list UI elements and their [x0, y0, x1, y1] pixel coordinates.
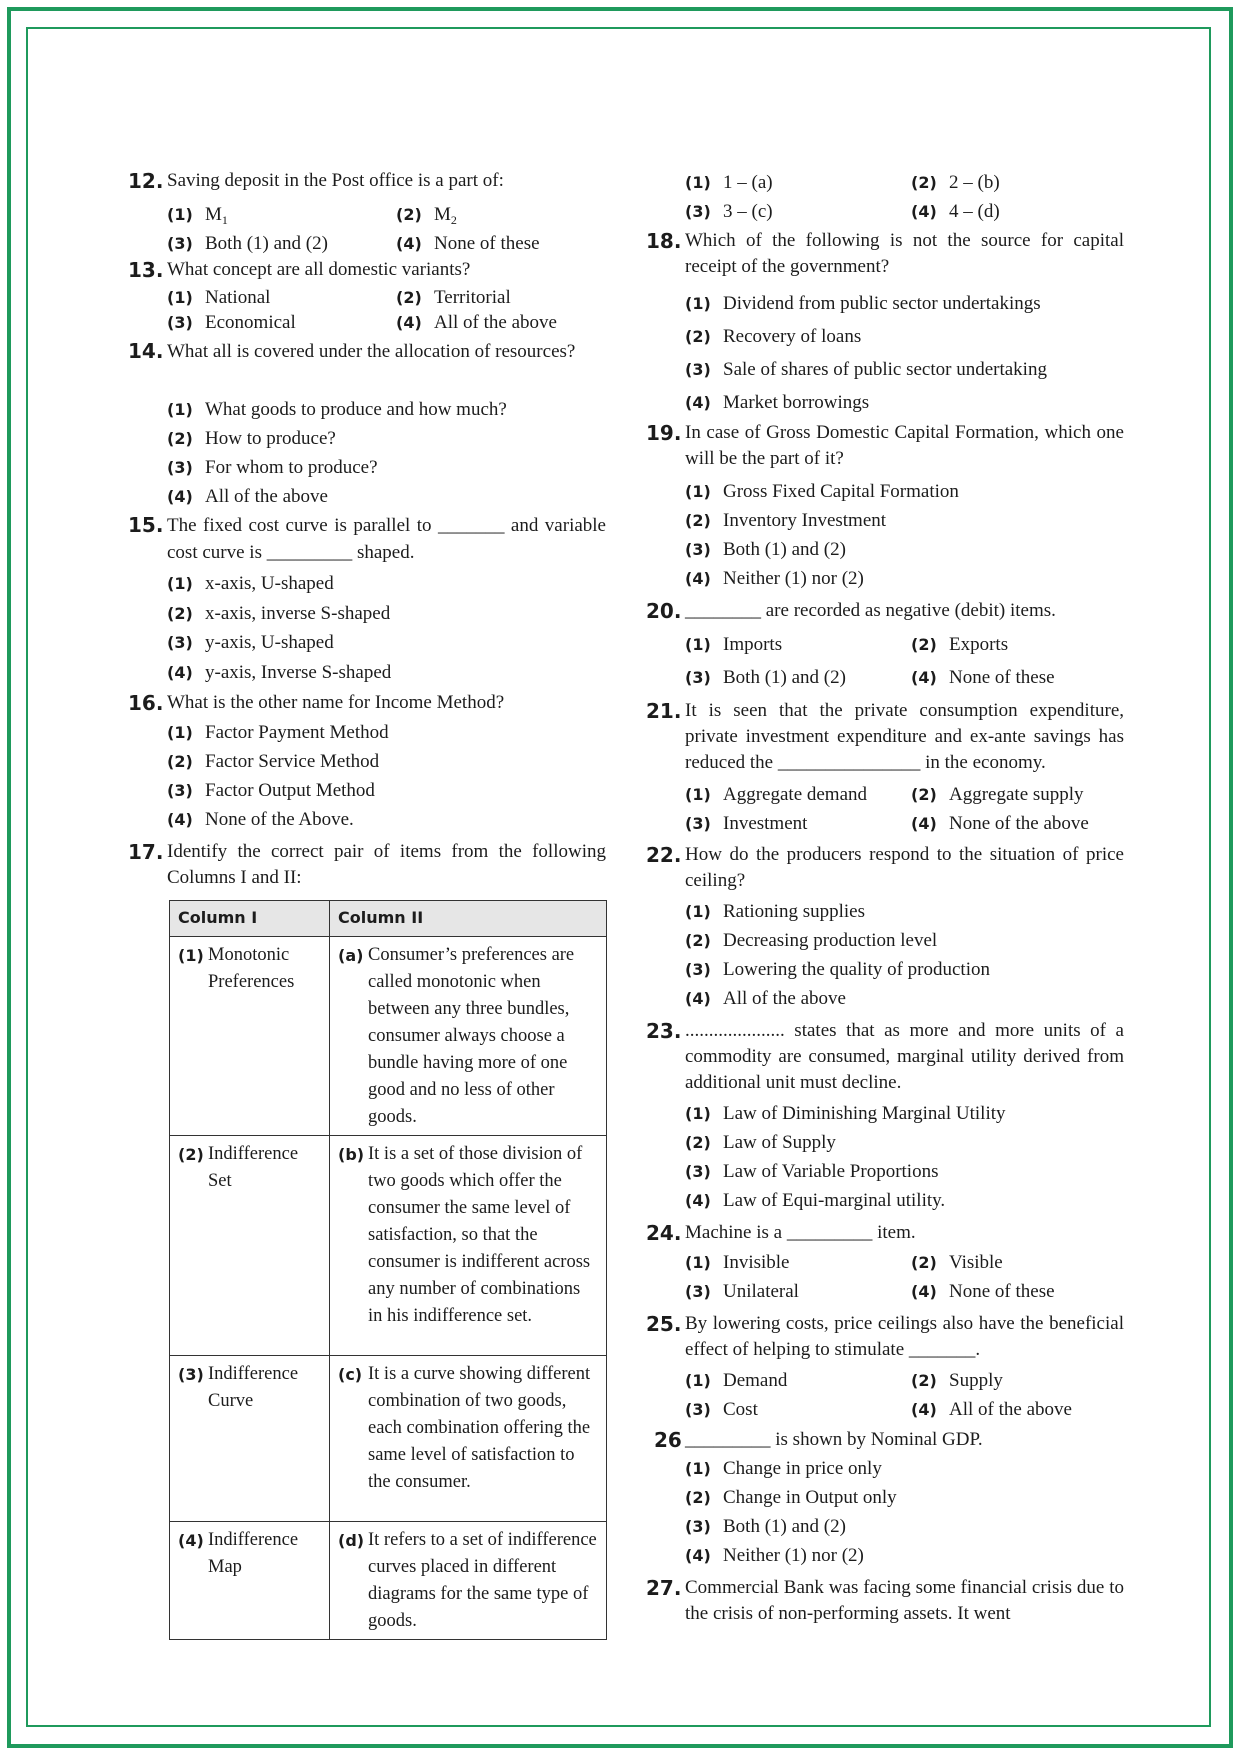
option: (3) 3 – (c)	[685, 201, 773, 222]
option: (1) Rationing supplies	[685, 901, 865, 922]
option: (3) Both (1) and (2)	[685, 1516, 846, 1537]
option: (3) Both (1) and (2)	[685, 667, 846, 688]
option: (3) y-axis, U-shaped	[167, 632, 334, 653]
option: (1) Law of Diminishing Marginal Utility	[685, 1103, 1006, 1124]
option: (4) Neither (1) nor (2)	[685, 568, 864, 589]
table-row: (2) Indifference Set (b) It is a set of those division of two goods which offer the consumer the same level of satisfaction, so that the consumer is indifferent across any number of combinations in his indifference set.	[170, 1136, 607, 1356]
table-header-row	[170, 901, 607, 937]
question-21: 21. It is seen that the private consumption expenditure, private investment expenditure and ex-ante savings has reduced the _______________ in the economy.	[646, 699, 1124, 773]
option: (1) Dividend from public sector undertakings	[685, 293, 1041, 314]
question-text: Saving deposit in the Post office is a part of:	[167, 170, 504, 191]
option: (4) y-axis, Inverse S-shaped	[167, 662, 392, 683]
option: (3) Cost	[685, 1399, 758, 1420]
option: (3) For whom to produce?	[167, 457, 378, 478]
option: (4) All of the above	[685, 988, 846, 1009]
option: (2) Decreasing production level	[685, 930, 938, 951]
option: (4) None of the above	[911, 813, 1089, 834]
option: (4) All of the above	[911, 1399, 1072, 1420]
column-header: Column II	[330, 901, 607, 937]
option: (4) Market borrowings	[685, 392, 870, 413]
option: (1) Demand	[685, 1370, 788, 1391]
option: (1) $M_1$	[167, 204, 228, 227]
option: (4) All of the above	[167, 486, 328, 507]
table-row: (1) Monotonic Preferences (a) Consumer’s preferences are called monotonic when between any three bundles, consumer always choose a bundle having more of one good and no less of other goods.	[170, 937, 607, 1136]
option: (4) None of the Above.	[167, 809, 354, 830]
question-26: 26 _________ is shown by Nominal GDP.	[654, 1428, 983, 1452]
question-16: 16. What is the other name for Income Method?	[128, 691, 505, 715]
option: (2) $M_2$	[396, 204, 457, 227]
match-table	[169, 900, 607, 1640]
option: (2) Inventory Investment	[685, 510, 887, 531]
option: (3) Sale of shares of public sector undertaking	[685, 359, 1047, 380]
question-19: 19. In case of Gross Domestic Capital Formation, which one will be the part of it?	[646, 421, 1124, 469]
option: (3) Law of Variable Proportions	[685, 1161, 939, 1182]
question-13: 13. What concept are all domestic variants?	[128, 258, 471, 282]
option: (4) Neither (1) nor (2)	[685, 1545, 864, 1566]
option: (2) Factor Service Method	[167, 751, 380, 772]
option: (1) National	[167, 287, 271, 308]
option: (3) Both (1) and (2)	[685, 539, 846, 560]
option: (2) 2 – (b)	[911, 172, 1000, 193]
table-row: (3) Indifference Curve (c) It is a curve showing different combination of two goods, each combination offering the same level of satisfaction to the consumer.	[170, 1356, 607, 1522]
option: (1) Invisible	[685, 1252, 790, 1273]
option: (2) Exports	[911, 634, 1009, 655]
option: (4) Law of Equi-marginal utility.	[685, 1190, 946, 1211]
question-17: 17. Identify the correct pair of items from the following Columns I and II:	[128, 840, 606, 888]
option: (1) x-axis, U-shaped	[167, 573, 334, 594]
question-number: 12.	[128, 169, 164, 193]
option: (1) Aggregate demand	[685, 784, 868, 805]
option: (2) Visible	[911, 1252, 1003, 1273]
option: (2) Aggregate supply	[911, 784, 1084, 805]
question-20: 20. ________ are recorded as negative (debit) items.	[646, 599, 1056, 623]
option: (1) 1 – (a)	[685, 172, 773, 193]
option: (1) Change in price only	[685, 1458, 882, 1479]
question-24: 24. Machine is a _________ item.	[646, 1221, 916, 1245]
question-22: 22. How do the producers respond to the situation of price ceiling?	[646, 843, 1124, 891]
question-12	[128, 168, 606, 194]
option: (1) Gross Fixed Capital Formation	[685, 481, 959, 502]
question-14: 14. What all is covered under the allocation of resources?	[128, 339, 576, 363]
option: (3) Economical	[167, 312, 296, 333]
question-15: 15. The fixed cost curve is parallel to _______ and variable cost curve is _________ shaped.	[128, 513, 606, 563]
option: (4) None of these	[396, 233, 540, 254]
option: (1) What goods to produce and how much?	[167, 399, 507, 420]
option: (2) Recovery of loans	[685, 326, 862, 347]
option: (2) Change in Output only	[685, 1487, 897, 1508]
option: (3) Lowering the quality of production	[685, 959, 990, 980]
option: (3) Factor Output Method	[167, 780, 375, 801]
option: (1) Factor Payment Method	[167, 722, 389, 743]
option: (3) Investment	[685, 813, 808, 834]
question-23: 23. ..................... states that as more and more units of a commodity are consumed, marginal utility derived from additional unit must decline.	[646, 1019, 1124, 1093]
option: (2) How to produce?	[167, 428, 336, 449]
question-18: 18. Which of the following is not the source for capital receipt of the government?	[646, 229, 1124, 277]
option: (1) Imports	[685, 634, 783, 655]
table-row: (4) Indifference Map (d) It refers to a set of indifference curves placed in different diagrams for the same type of goods.	[170, 1522, 607, 1640]
option: (4) None of these	[911, 1281, 1055, 1302]
option: (2) Supply	[911, 1370, 1003, 1391]
option: (3) Unilateral	[685, 1281, 799, 1302]
option: (4) None of these	[911, 667, 1055, 688]
option: (2) Territorial	[396, 287, 511, 308]
question-27: 27. Commercial Bank was facing some financial crisis due to the crisis of non-performing assets. It went	[646, 1576, 1124, 1624]
question-25: 25. By lowering costs, price ceilings also have the beneficial effect of helping to stimulate _______.	[646, 1312, 1124, 1360]
option: (2) Law of Supply	[685, 1132, 836, 1153]
option: (2) x-axis, inverse S-shaped	[167, 603, 391, 624]
option: (4) All of the above	[396, 312, 557, 333]
column-header: Column I	[170, 901, 330, 937]
option: (4) 4 – (d)	[911, 201, 1000, 222]
option: (3) Both (1) and (2)	[167, 233, 328, 254]
